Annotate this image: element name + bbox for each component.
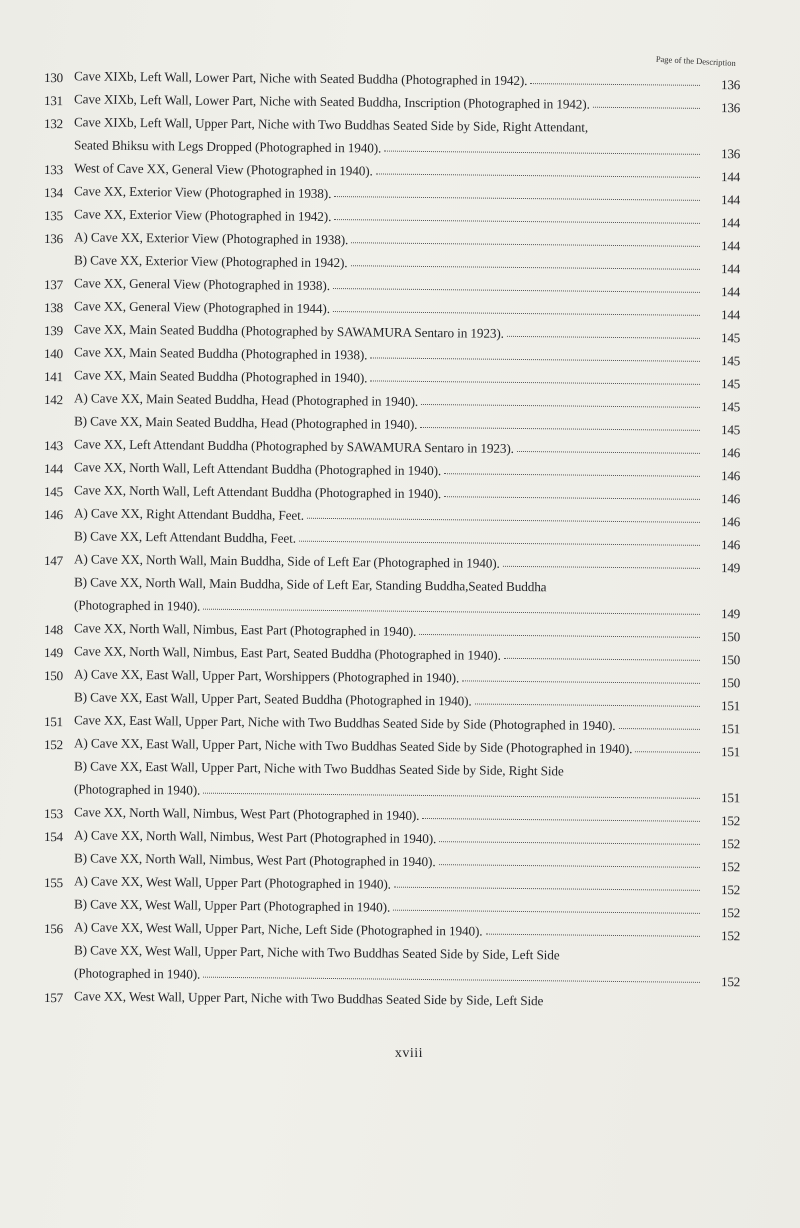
entry-title: B) Cave XX, North Wall, Nimbus, West Part (Photographed in 1940).	[73, 850, 436, 870]
page-folio: xviii	[394, 1046, 424, 1061]
entry-title: Cave XX, East Wall, Upper Part, Niche with Two Buddhas Seated Side by Side (Photographed in 1940).	[73, 712, 616, 733]
entry-page-number: 136	[720, 77, 741, 93]
dot-leader	[333, 288, 700, 293]
entry-title: Cave XX, North Wall, Left Attendant Buddha (Photographed in 1940).	[73, 482, 442, 502]
entry-number: 132	[43, 116, 63, 132]
page-of-description-heading: Page of the Description	[655, 53, 736, 68]
entry-title: Cave XX, Main Seated Buddha (Photographed in 1938).	[73, 344, 368, 363]
entry-title: B) Cave XX, West Wall, Upper Part, Niche with Two Buddhas Seated Side by Side, Left Side	[73, 942, 560, 963]
entry-title: Cave XX, Main Seated Buddha (Photographed by SAWAMURA Sentaro in 1923).	[73, 321, 504, 341]
entry-page-number: 151	[720, 698, 741, 714]
entry-page-number: 152	[720, 882, 741, 898]
entry-number: 155	[43, 875, 63, 891]
entry-page-number: 144	[720, 238, 741, 254]
entry-page-number: 145	[720, 330, 741, 346]
dot-leader	[299, 541, 700, 546]
entry-title: A) Cave XX, North Wall, Main Buddha, Side of Left Ear (Photographed in 1940).	[73, 551, 500, 571]
dot-leader	[394, 887, 700, 891]
entry-number: 153	[43, 806, 63, 822]
entry-page-number: 149	[720, 560, 741, 576]
entry-page-number: 152	[720, 974, 741, 990]
dot-leader	[517, 451, 700, 454]
dot-leader	[393, 910, 700, 914]
entry-title: Cave XIXb, Left Wall, Upper Part, Niche with Two Buddhas Seated Side by Side, Right Attendant,	[73, 114, 589, 135]
entry-title: A) Cave XX, West Wall, Upper Part (Photographed in 1940).	[73, 873, 392, 892]
dot-leader	[203, 977, 700, 983]
dot-leader	[351, 242, 700, 247]
entry-page-number: 151	[720, 721, 741, 737]
dot-leader	[444, 496, 700, 500]
entry-title: B) Cave XX, East Wall, Upper Part, Seated Buddha (Photographed in 1940).	[73, 689, 472, 709]
entry-number: 143	[43, 438, 63, 454]
entry-number: 133	[43, 162, 63, 178]
entry-number: 139	[43, 323, 63, 339]
dot-leader	[504, 658, 700, 661]
dot-leader	[370, 380, 700, 384]
entry-title: (Photographed in 1940).	[73, 965, 201, 982]
entry-title: Cave XX, Exterior View (Photographed in 1938).	[73, 183, 332, 202]
entry-title: Cave XX, North Wall, Left Attendant Buddha (Photographed in 1940).	[73, 459, 442, 479]
entry-title: A) Cave XX, North Wall, Nimbus, West Part (Photographed in 1940).	[73, 827, 437, 847]
entry-page-number: 152	[720, 905, 741, 921]
entry-number: 154	[43, 829, 63, 845]
entry-page-number: 146	[720, 514, 741, 530]
dot-leader	[333, 311, 700, 316]
entry-page-number: 144	[720, 284, 741, 300]
dot-leader	[307, 518, 700, 523]
entry-title: Cave XIXb, Left Wall, Lower Part, Niche with Seated Buddha (Photographed in 1942).	[73, 68, 528, 89]
entry-page-number: 146	[720, 491, 741, 507]
dot-leader	[334, 196, 700, 201]
entry-number: 149	[43, 645, 63, 661]
dot-leader	[203, 793, 700, 799]
entry-page-number: 136	[720, 146, 741, 162]
table-of-contents	[44, 66, 740, 1009]
entry-page-number: 144	[720, 192, 741, 208]
entry-title: Cave XX, West Wall, Upper Part, Niche with Two Buddhas Seated Side by Side, Left Side	[73, 988, 544, 1009]
dot-leader	[486, 934, 700, 937]
entry-page-number: 149	[720, 606, 741, 622]
dot-leader	[507, 336, 700, 339]
dot-leader	[376, 173, 700, 177]
entry-title: B) Cave XX, West Wall, Upper Part (Photographed in 1940).	[73, 896, 391, 915]
entry-number: 156	[43, 921, 63, 937]
dot-leader	[422, 818, 700, 822]
entry-title: (Photographed in 1940).	[73, 781, 201, 798]
entry-title: A) Cave XX, West Wall, Upper Part, Niche, Left Side (Photographed in 1940).	[73, 919, 483, 939]
entry-title: B) Cave XX, Exterior View (Photographed in 1942).	[73, 252, 348, 271]
entry-page-number: 151	[720, 744, 741, 760]
entry-title: A) Cave XX, Exterior View (Photographed in 1938).	[73, 229, 349, 248]
entry-number: 144	[43, 461, 63, 477]
entry-title: Cave XX, Main Seated Buddha (Photographed in 1940).	[73, 367, 368, 386]
entry-page-number: 144	[720, 307, 741, 323]
entry-number: 147	[43, 553, 63, 569]
entry-title: A) Cave XX, Right Attendant Buddha, Feet.	[73, 505, 305, 523]
entry-title: Cave XX, General View (Photographed in 1938).	[73, 275, 331, 293]
entry-page-number: 146	[720, 468, 741, 484]
entry-number: 141	[43, 369, 63, 385]
entry-number: 131	[43, 93, 63, 109]
dot-leader	[619, 728, 700, 730]
entry-page-number: 150	[720, 652, 741, 668]
entry-page-number: 145	[720, 399, 741, 415]
entry-page-number: 152	[720, 813, 741, 829]
entry-number: 150	[43, 668, 63, 684]
entry-page-number: 152	[720, 859, 741, 875]
dot-leader	[593, 107, 700, 109]
entry-number: 146	[43, 507, 63, 523]
entry-title: Cave XX, Exterior View (Photographed in 1942).	[73, 206, 332, 225]
entry-title: Seated Bhiksu with Legs Dropped (Photographed in 1940).	[73, 137, 382, 156]
entry-number: 145	[43, 484, 63, 500]
entry-page-number: 146	[720, 537, 741, 553]
dot-leader	[439, 864, 700, 868]
entry-title: Cave XX, North Wall, Nimbus, East Part (Photographed in 1940).	[73, 620, 417, 639]
entry-title: Cave XX, North Wall, Nimbus, East Part, Seated Buddha (Photographed in 1940).	[73, 643, 501, 663]
entry-page-number: 150	[720, 675, 741, 691]
entry-title: A) Cave XX, Main Seated Buddha, Head (Photographed in 1940).	[73, 390, 419, 409]
entry-title: Cave XX, North Wall, Nimbus, West Part (Photographed in 1940).	[73, 804, 420, 823]
entry-number: 135	[43, 208, 63, 224]
entry-number: 157	[43, 990, 63, 1006]
entry-page-number: 144	[720, 261, 741, 277]
dot-leader	[503, 566, 700, 569]
entry-title: West of Cave XX, General View (Photographed in 1940).	[73, 160, 373, 179]
entry-number: 130	[43, 70, 63, 86]
entry-title: Cave XX, General View (Photographed in 1944).	[73, 298, 331, 316]
entry-title: Cave XX, Left Attendant Buddha (Photographed by SAWAMURA Sentaro in 1923).	[73, 436, 514, 456]
dot-leader	[444, 473, 700, 477]
entry-title: A) Cave XX, East Wall, Upper Part, Niche with Two Buddhas Seated Side by Side (Photographed in 1940).	[73, 735, 633, 757]
entry-title: B) Cave XX, North Wall, Main Buddha, Side of Left Ear, Standing Buddha,Seated Buddha	[73, 574, 547, 595]
entry-title: B) Cave XX, East Wall, Upper Part, Niche with Two Buddhas Seated Side by Side, Right Side	[73, 758, 564, 779]
entry-number: 140	[43, 346, 63, 362]
dot-leader	[475, 704, 700, 707]
dot-leader	[635, 751, 700, 753]
dot-leader	[419, 634, 700, 638]
entry-page-number: 145	[720, 353, 741, 369]
entry-page-number: 150	[720, 629, 741, 645]
entry-number: 151	[43, 714, 63, 730]
entry-number: 137	[43, 277, 63, 293]
dot-leader	[462, 680, 700, 683]
entry-title: Cave XIXb, Left Wall, Lower Part, Niche with Seated Buddha, Inscription (Photographed in 1942).	[73, 91, 590, 112]
dot-leader	[334, 219, 700, 224]
entry-title: A) Cave XX, East Wall, Upper Part, Worshippers (Photographed in 1940).	[73, 666, 460, 686]
entry-title: (Photographed in 1940).	[73, 597, 201, 614]
entry-title: B) Cave XX, Main Seated Buddha, Head (Photographed in 1940).	[73, 413, 418, 432]
entry-number: 142	[43, 392, 63, 408]
entry-page-number: 145	[720, 376, 741, 392]
dot-leader	[420, 427, 700, 431]
entry-number: 148	[43, 622, 63, 638]
entry-number: 136	[43, 231, 63, 247]
entry-number: 152	[43, 737, 63, 753]
dot-leader	[370, 357, 700, 361]
dot-leader	[203, 609, 700, 615]
entry-page-number: 151	[720, 790, 741, 806]
entry-page-number: 146	[720, 445, 741, 461]
entry-page-number: 145	[720, 422, 741, 438]
dot-leader	[421, 404, 700, 408]
entry-page-number: 152	[720, 836, 741, 852]
entry-page-number: 136	[720, 100, 741, 116]
entry-page-number: 144	[720, 215, 741, 231]
dot-leader	[351, 265, 700, 270]
entry-page-number: 152	[720, 928, 741, 944]
dot-leader	[384, 151, 700, 155]
dot-leader	[530, 83, 700, 86]
entry-title: B) Cave XX, Left Attendant Buddha, Feet.	[73, 528, 297, 546]
entry-number: 138	[43, 300, 63, 316]
dot-leader	[439, 841, 700, 845]
entry-number: 134	[43, 185, 63, 201]
entry-page-number: 144	[720, 169, 741, 185]
